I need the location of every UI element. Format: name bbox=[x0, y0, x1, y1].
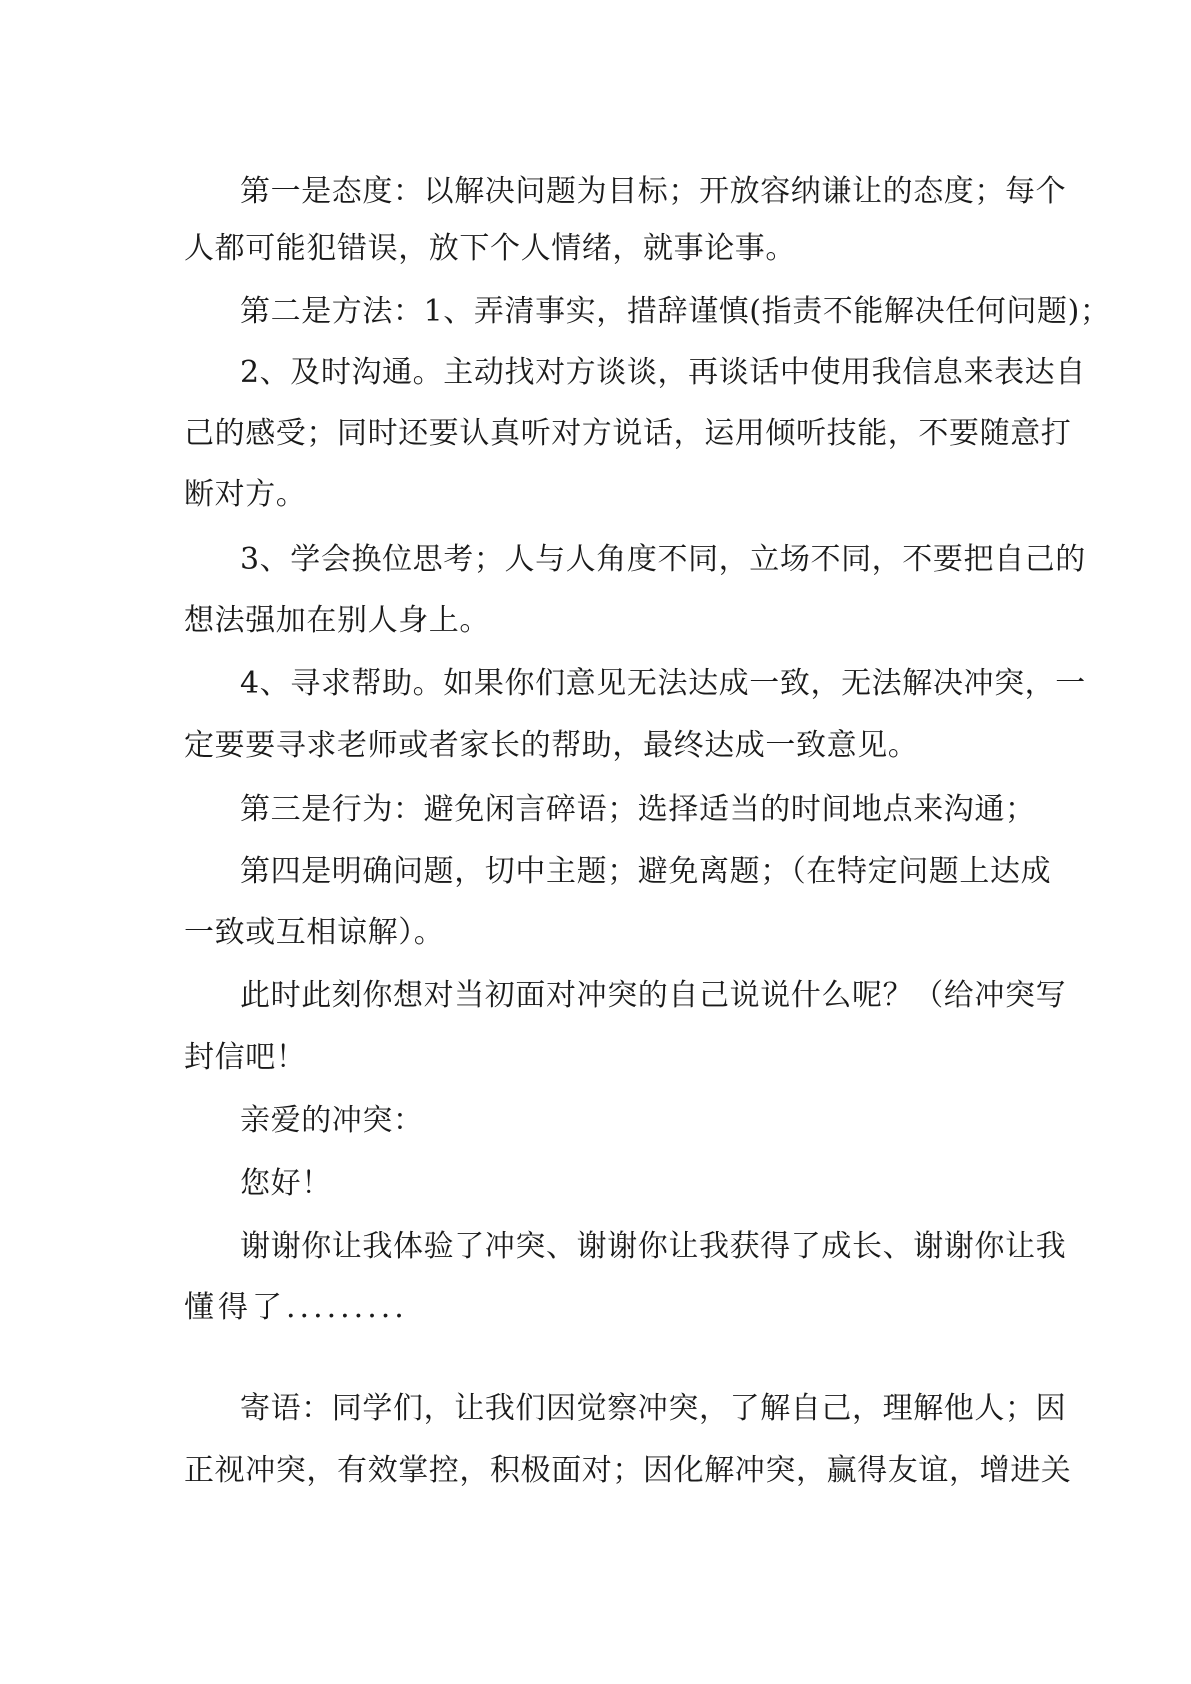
paragraph-attitude-line-1: 第一是态度：以解决问题为目标；开放容纳谦让的态度；每个 bbox=[240, 174, 1067, 209]
closing-message-line-2: 正视冲突，有效掌控，积极面对；因化解冲突，赢得友谊，增进关 bbox=[184, 1453, 1072, 1488]
paragraph-help-line-2: 定要要寻求老师或者家长的帮助，最终达成一致意见。 bbox=[184, 728, 919, 763]
paragraph-question-line-2: 封信吧！ bbox=[184, 1040, 307, 1075]
paragraph-focus-line-1: 第四是明确问题，切中主题；避免离题；（在特定问题上达成 bbox=[240, 854, 1052, 889]
letter-body-line-1: 谢谢你让我体验了冲突、谢谢你让我获得了成长、谢谢你让我 bbox=[240, 1229, 1067, 1264]
paragraph-attitude-line-2: 人都可能犯错误，放下个人情绪，就事论事。 bbox=[184, 231, 796, 266]
paragraph-communicate-line-1: 2、及时沟通。主动找对方谈谈，再谈话中使用我信息来表达自 bbox=[240, 355, 1086, 390]
paragraph-empathy-line-1: 3、学会换位思考；人与人角度不同，立场不同，不要把自己的 bbox=[240, 542, 1086, 577]
paragraph-method-line-1: 第二是方法：1、弄清事实，措辞谨慎(指责不能解决任何问题)； bbox=[240, 294, 1111, 329]
paragraph-focus-line-2: 一致或互相谅解）。 bbox=[184, 915, 445, 950]
letter-body-line-2: 懂得了......... bbox=[184, 1290, 408, 1325]
letter-salutation: 亲爱的冲突： bbox=[240, 1103, 424, 1138]
letter-greeting: 您好！ bbox=[240, 1166, 332, 1201]
paragraph-empathy-line-2: 想法强加在别人身上。 bbox=[184, 603, 490, 638]
paragraph-communicate-line-3: 断对方。 bbox=[184, 477, 307, 512]
closing-message-line-1: 寄语：同学们，让我们因觉察冲突，了解自己，理解他人；因 bbox=[240, 1391, 1067, 1426]
paragraph-help-line-1: 4、寻求帮助。如果你们意见无法达成一致，无法解决冲突，一 bbox=[240, 666, 1086, 701]
paragraph-behavior-line-1: 第三是行为：避免闲言碎语；选择适当的时间地点来沟通； bbox=[240, 792, 1036, 827]
paragraph-question-line-1: 此时此刻你想对当初面对冲突的自己说说什么呢？（给冲突写 bbox=[240, 978, 1067, 1013]
paragraph-communicate-line-2: 己的感受；同时还要认真听对方说话，运用倾听技能，不要随意打 bbox=[184, 416, 1072, 451]
